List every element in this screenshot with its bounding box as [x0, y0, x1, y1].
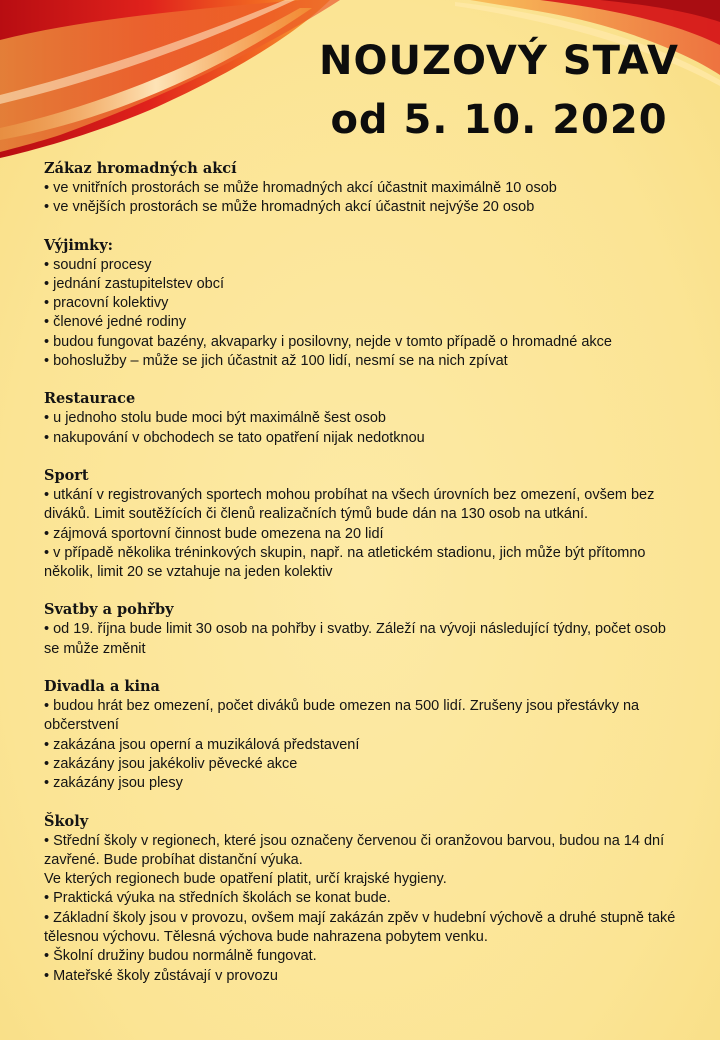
- section-divadla-a-kina: [44, 677, 684, 793]
- list-item: • Mateřské školy zůstávají v provozu: [44, 967, 278, 984]
- list-item: • Školní družiny budou normálně fungovat.: [44, 948, 317, 965]
- list-item: • jednání zastupitelstev obcí: [44, 275, 224, 292]
- decorative-swoosh: [0, 0, 720, 180]
- list-item: • členové jedné rodiny: [44, 314, 187, 331]
- list-item: • Střední školy v regionech, které jsou označeny červenou či oranžovou barvou, budou na 14 dní zavřené. Bude probíhat distanční výuka.: [44, 832, 665, 868]
- section-heading: Zákaz hromadných akcí: [44, 160, 237, 177]
- section-heading: Divadla a kina: [44, 678, 160, 696]
- list-item: • ve vnějších prostorách se může hromadných akcí účastnit nejvýše 20 osob: [44, 199, 535, 216]
- section-heading: Školy: [44, 812, 89, 830]
- section-sport: [44, 466, 684, 582]
- list-item: • ve vnitřních prostorách se může hromadných akcí účastnit maximálně 10 osob: [44, 180, 557, 196]
- list-item: • Základní školy jsou v provozu, ovšem mají zakázán zpěv v hudební výchově a druhé stupně také tělesnou výchovu. Tělesná výchova bude nahrazena pobytem venku.: [44, 909, 676, 946]
- section-restaurace: [44, 389, 684, 448]
- page-title: NOUZOVÝ STAV: [319, 38, 679, 84]
- list-item: • pracovní kolektivy: [44, 295, 169, 312]
- section-zakaz-hromadnych-akci: [44, 159, 684, 218]
- section-skoly: [44, 812, 684, 986]
- list-item: • budou hrát bez omezení, počet diváků bude omezen na 500 lidí. Zrušeny jsou přestávky na občerstvení: [44, 698, 640, 734]
- list-item: • v případě několika tréninkových skupin, např. na atletickém stadionu, jich může být přítomno několik, limit 20 se vztahuje na jeden kolektiv: [44, 544, 646, 581]
- section-heading: Restaurace: [44, 390, 136, 408]
- list-item: • budou fungovat bazény, akvaparky i posilovny, nejde v tomto případě o hromadné akce: [44, 333, 612, 350]
- list-item: • zakázány jsou jakékoliv pěvecké akce: [44, 755, 298, 772]
- section-vyjimky: [44, 236, 684, 372]
- page-subtitle-date: od 5. 10. 2020: [330, 97, 668, 143]
- list-item: Ve kterých regionech bude opatření platit, určí krajské hygieny.: [44, 871, 447, 888]
- list-item: • zájmová sportovní činnost bude omezena na 20 lidí: [44, 525, 384, 542]
- list-item: • zakázány jsou plesy: [44, 775, 183, 792]
- list-item: • od 19. října bude limit 30 osob na pohřby i svatby. Záleží na vývoji následující týdny, počet osob se může změnit: [44, 621, 666, 657]
- list-item: • zakázána jsou operní a muzikálová představení: [44, 736, 360, 753]
- list-item: • bohoslužby – může se jich účastnit až 100 lidí, nesmí se na nich zpívat: [44, 353, 508, 370]
- list-item: • u jednoho stolu bude moci být maximálně šest osob: [44, 410, 386, 427]
- list-item: • Praktická výuka na středních školách se konat bude.: [44, 890, 391, 907]
- section-heading: Sport: [44, 466, 89, 484]
- list-item: • nakupování v obchodech se tato opatření nijak nedotknou: [44, 429, 425, 446]
- section-svatby-a-pohrby: [44, 600, 684, 659]
- section-heading: Výjimky:: [44, 236, 114, 254]
- list-item: • soudní procesy: [44, 256, 152, 273]
- main-content: [44, 159, 684, 1004]
- list-item: • utkání v registrovaných sportech mohou probíhat na všech úrovních bez omezení, ovšem bez diváků. Limit soutěžících či členů realizačních týmů bude dán na 130 osob na utkání.: [44, 486, 655, 523]
- section-heading: Svatby a pohřby: [44, 601, 174, 619]
